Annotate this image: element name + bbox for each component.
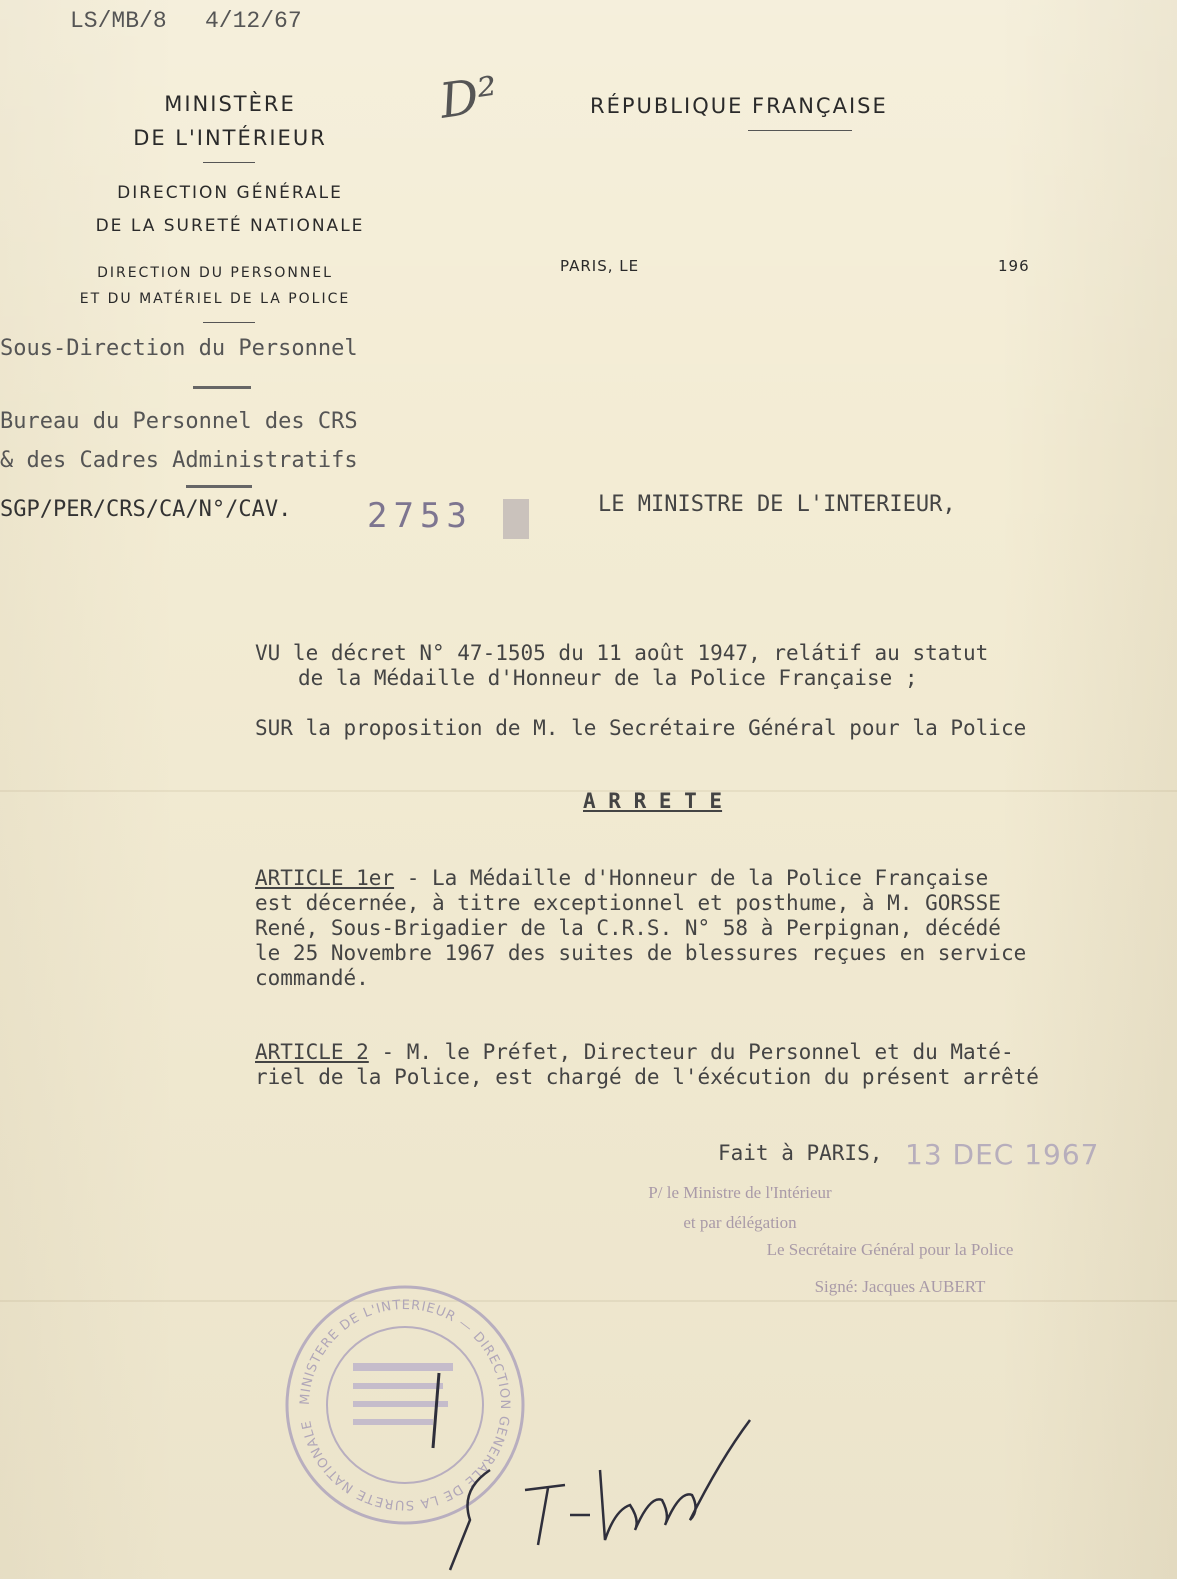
article1-line4: le 25 Novembre 1967 des suites de blessures reçues en service bbox=[255, 941, 1027, 965]
stamp-smudge bbox=[503, 499, 529, 539]
divider bbox=[203, 162, 255, 163]
divider bbox=[748, 130, 852, 131]
vu-line2: de la Médaille d'Honneur de la Police Française ; bbox=[298, 666, 918, 690]
ministry-line1: MINISTÈRE bbox=[164, 92, 296, 116]
article1-label: ARTICLE 1er bbox=[255, 866, 395, 890]
article1-line5: commandé. bbox=[255, 966, 369, 990]
handwritten-initials: D² bbox=[436, 66, 502, 130]
reference-code: LS/MB/8 bbox=[70, 8, 167, 34]
signature-line4: Signé: Jacques AUBERT bbox=[814, 1277, 986, 1296]
date-year: 196 bbox=[998, 257, 1030, 275]
date-stamp: 13 DEC 1967 bbox=[905, 1138, 1100, 1171]
article1-line2: est décernée, à titre exceptionnel et posthume, à M. GORSSE bbox=[255, 891, 1001, 915]
typed-divider bbox=[193, 386, 251, 389]
bureau-line1: Bureau du Personnel des CRS bbox=[0, 409, 358, 434]
article1-line3: René, Sous-Brigadier de la C.R.S. N° 58 à Perpignan, décédé bbox=[255, 916, 1001, 940]
vu-line1: VU le décret N° 47-1505 du 11 août 1947, relátif au statut bbox=[255, 641, 989, 665]
reference-date: 4/12/67 bbox=[205, 8, 302, 34]
divider bbox=[203, 322, 255, 323]
fait-a-paris: Fait à PARIS, bbox=[718, 1141, 883, 1165]
signature-line1: P/ le Ministre de l'Intérieur bbox=[648, 1183, 832, 1202]
file-number-stamp: 2753 bbox=[367, 496, 473, 536]
direction-line1: DIRECTION GÉNÉRALE bbox=[117, 183, 343, 203]
article2-line1 bbox=[255, 1040, 1014, 1064]
handwritten-signature bbox=[430, 1400, 770, 1575]
article1-line1 bbox=[255, 866, 988, 890]
article2-label: ARTICLE 2 bbox=[255, 1040, 369, 1064]
arrete-heading: A R R E T E bbox=[583, 789, 723, 813]
file-code: SGP/PER/CRS/CA/N°/CAV. bbox=[0, 497, 292, 522]
sur-line: SUR la proposition de M. le Secrétaire Général pour la Police bbox=[255, 716, 1027, 740]
date-place: PARIS, LE bbox=[560, 257, 640, 275]
direction-line2: DE LA SURETÉ NATIONALE bbox=[95, 216, 365, 236]
personnel-line1: DIRECTION DU PERSONNEL bbox=[97, 265, 333, 281]
article1-text: - La Médaille d'Honneur de la Police Française bbox=[394, 866, 989, 890]
republic-title: RÉPUBLIQUE FRANÇAISE bbox=[590, 94, 888, 118]
signature-line2: et par délégation bbox=[683, 1213, 797, 1232]
ministry-line2: DE L'INTÉRIEUR bbox=[133, 126, 327, 150]
minister-title: LE MINISTRE DE L'INTERIEUR, bbox=[598, 492, 956, 517]
bureau-line2: & des Cadres Administratifs bbox=[0, 448, 358, 473]
article2-text: - M. le Préfet, Directeur du Personnel et du Maté- bbox=[368, 1040, 1014, 1064]
paper-fold bbox=[0, 1300, 1177, 1302]
sub-direction: Sous-Direction du Personnel bbox=[0, 336, 358, 361]
typed-divider bbox=[186, 485, 252, 488]
personnel-line2: ET DU MATÉRIEL DE LA POLICE bbox=[79, 291, 351, 307]
signature-line3: Le Secrétaire Général pour la Police bbox=[766, 1240, 1014, 1259]
article2-line2: riel de la Police, est chargé de l'éxécution du présent arrêté bbox=[255, 1065, 1039, 1089]
svg-text:MINISTERE DE L'INTERIEUR — DIR: MINISTERE DE L'INTERIEUR — DIRECTION GENERALE DE LA SURETE NATIONALE bbox=[297, 1297, 513, 1513]
